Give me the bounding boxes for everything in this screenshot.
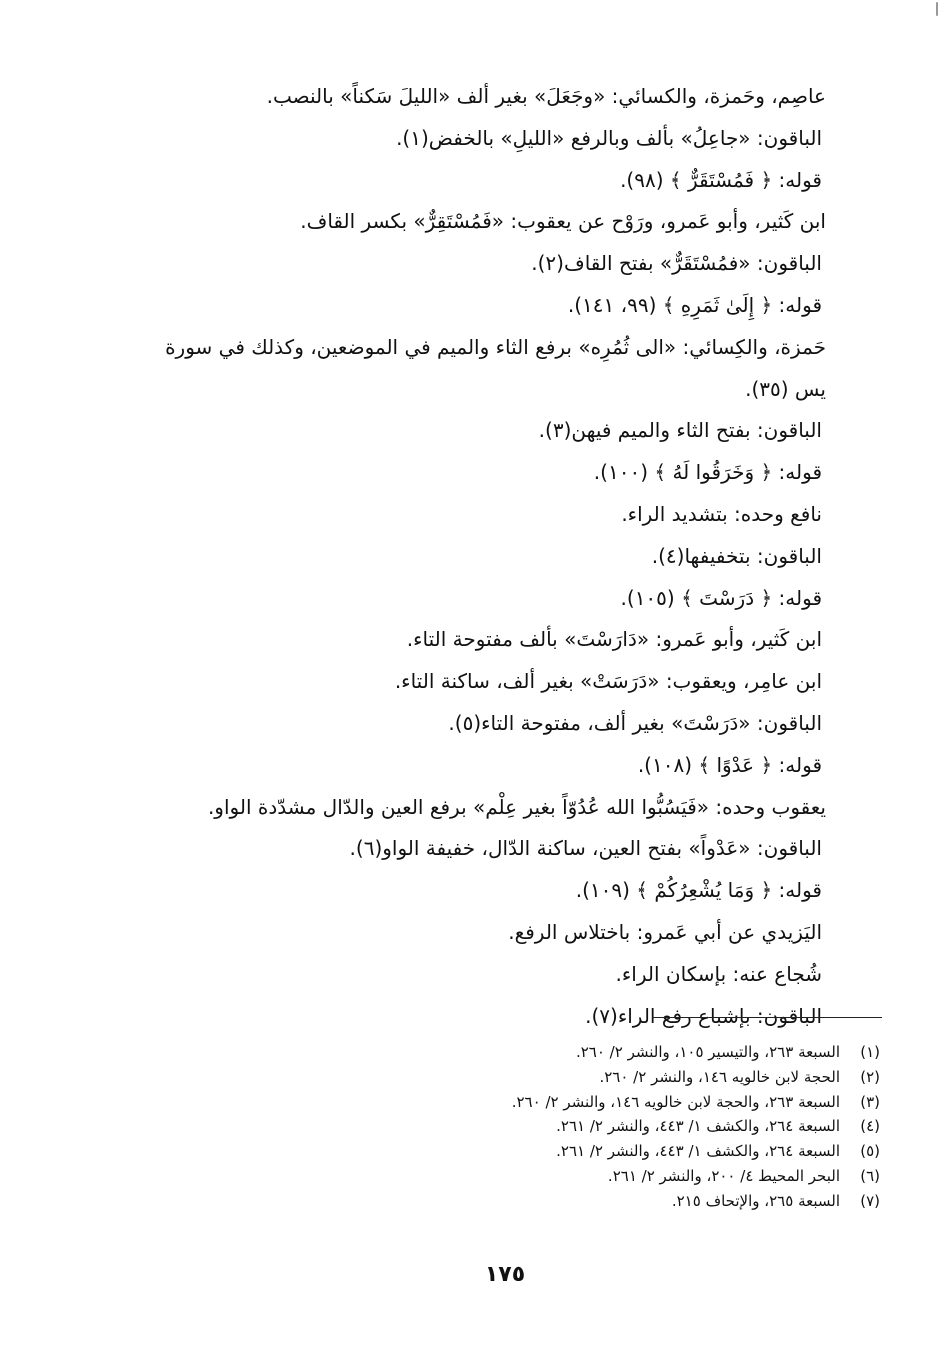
footnote bbox=[320, 1189, 880, 1214]
text-line: شُجاع عنه: بإسكان الراء. bbox=[615, 961, 822, 986]
footnote-number: (٧) bbox=[860, 1191, 880, 1210]
text-line: الباقون: بإشباع رفع الراء(٧). bbox=[585, 1003, 822, 1028]
text-line: الباقون: «عَدْواً» بفتح العين، ساكنة الدّال، خفيفة الواو(٦). bbox=[349, 836, 822, 861]
footnote bbox=[320, 1040, 880, 1065]
footnote-text: البحر المحيط ٤/ ٢٠٠، والنشر ٢/ ٢٦١. bbox=[607, 1166, 840, 1185]
footnote-number: (٤) bbox=[860, 1117, 880, 1136]
text-line: قوله: ﴿ فَمُسْتَقَرٌّ ﴾ (٩٨). bbox=[620, 167, 822, 192]
footnote-text: السبعة ٢٦٤، والكشف ١/ ٤٤٣، والنشر ٢/ ٢٦١. bbox=[556, 1142, 840, 1161]
text-line: اليَزيدي عن أبي عَمرو: باختلاس الرفع. bbox=[508, 919, 822, 944]
footnote bbox=[320, 1139, 880, 1164]
text-line: قوله: ﴿ دَرَسْتَ ﴾ (١٠٥). bbox=[620, 585, 822, 610]
text-line: يعقوب وحده: «فَيَسُبُّوا الله عُدُوّاً بغير عِلْم» برفع العين والدّال مشدّدة الواو. bbox=[207, 794, 826, 819]
text-line: الباقون: «دَرَسْتَ» بغير ألف، مفتوحة التاء(٥). bbox=[448, 710, 822, 735]
footnote-text: السبعة ٢٦٤، والكشف ١/ ٤٤٣، والنشر ٢/ ٢٦١. bbox=[556, 1117, 840, 1136]
text-line: قوله: ﴿ إِلَىٰ ثَمَرِهِ ﴾ (٩٩، ١٤١). bbox=[567, 292, 822, 317]
text-line: عاصِم، وحَمزة، والكسائي: «وجَعَلَ» بغير ألف «الليلَ سَكناً» بالنصب. bbox=[266, 84, 826, 108]
text-line: يس (٣٥). bbox=[745, 376, 826, 401]
text-line: قوله: ﴿ وَمَا يُشْعِرُكُمْ ﴾ (١٠٩). bbox=[575, 878, 822, 903]
footnote-number: (٣) bbox=[860, 1092, 880, 1111]
footnote bbox=[320, 1114, 880, 1139]
text-line: الباقون: بفتح الثاء والميم فيهن(٣). bbox=[538, 418, 822, 443]
footnote-text: الحجة لابن خالويه ١٤٦، والنشر ٢/ ٢٦٠. bbox=[599, 1067, 840, 1086]
text-line: الباقون: بتخفيفها(٤). bbox=[651, 543, 822, 568]
page-number: ١٧٥ bbox=[484, 1262, 526, 1287]
scan-mark bbox=[936, 2, 938, 16]
text-line: حَمزة، والكِسائي: «الى ثُمُرِه» برفع الثاء والميم في الموضعين، وكذلك في سورة bbox=[165, 334, 826, 359]
footnote-text: السبعة ٢٦٥، والإتحاف ٢١٥. bbox=[671, 1191, 840, 1210]
footnote-text: السبعة ٢٦٣، والحجة لابن خالويه ١٤٦، والنشر ٢/ ٢٦٠. bbox=[511, 1092, 840, 1111]
footnote-number: (٥) bbox=[860, 1142, 880, 1161]
footnote-text: السبعة ٢٦٣، والتيسير ١٠٥، والنشر ٢/ ٢٦٠. bbox=[575, 1043, 840, 1061]
text-line: ابن كَثير، وأبو عَمرو، ورَوْح عن يعقوب: «فَمُسْتَقِرٌّ» بكسر القاف. bbox=[300, 209, 826, 234]
text-line: قوله: ﴿ عَدْوًا ﴾ (١٠٨). bbox=[637, 752, 822, 777]
footnote-divider bbox=[652, 1017, 882, 1018]
footnote bbox=[320, 1164, 880, 1189]
footnote-number: (١) bbox=[860, 1043, 880, 1061]
text-line: ابن عامِر، ويعقوب: «دَرَسَتْ» بغير ألف، ساكنة التاء. bbox=[394, 669, 822, 694]
footnote-number: (٢) bbox=[860, 1067, 880, 1086]
text-line: قوله: ﴿ وَخَرَقُوا لَهُ ﴾ (١٠٠). bbox=[593, 460, 822, 485]
main-text bbox=[132, 76, 826, 1037]
text-line: الباقون: «جاعِلُ» بألف وبالرفع «الليلِ» بالخفض(١). bbox=[396, 125, 822, 150]
text-line: ابن كَثير، وأبو عَمرو: «دَارَسْتَ» بألف مفتوحة التاء. bbox=[406, 627, 822, 652]
footnote bbox=[320, 1090, 880, 1115]
text-line: الباقون: «فمُسْتَقَرٌّ» بفتح القاف(٢). bbox=[531, 251, 822, 276]
footnotes bbox=[320, 1040, 880, 1214]
footnote-number: (٦) bbox=[860, 1166, 880, 1185]
footnote bbox=[320, 1065, 880, 1090]
text-line: نافع وحده: بتشديد الراء. bbox=[621, 501, 822, 526]
